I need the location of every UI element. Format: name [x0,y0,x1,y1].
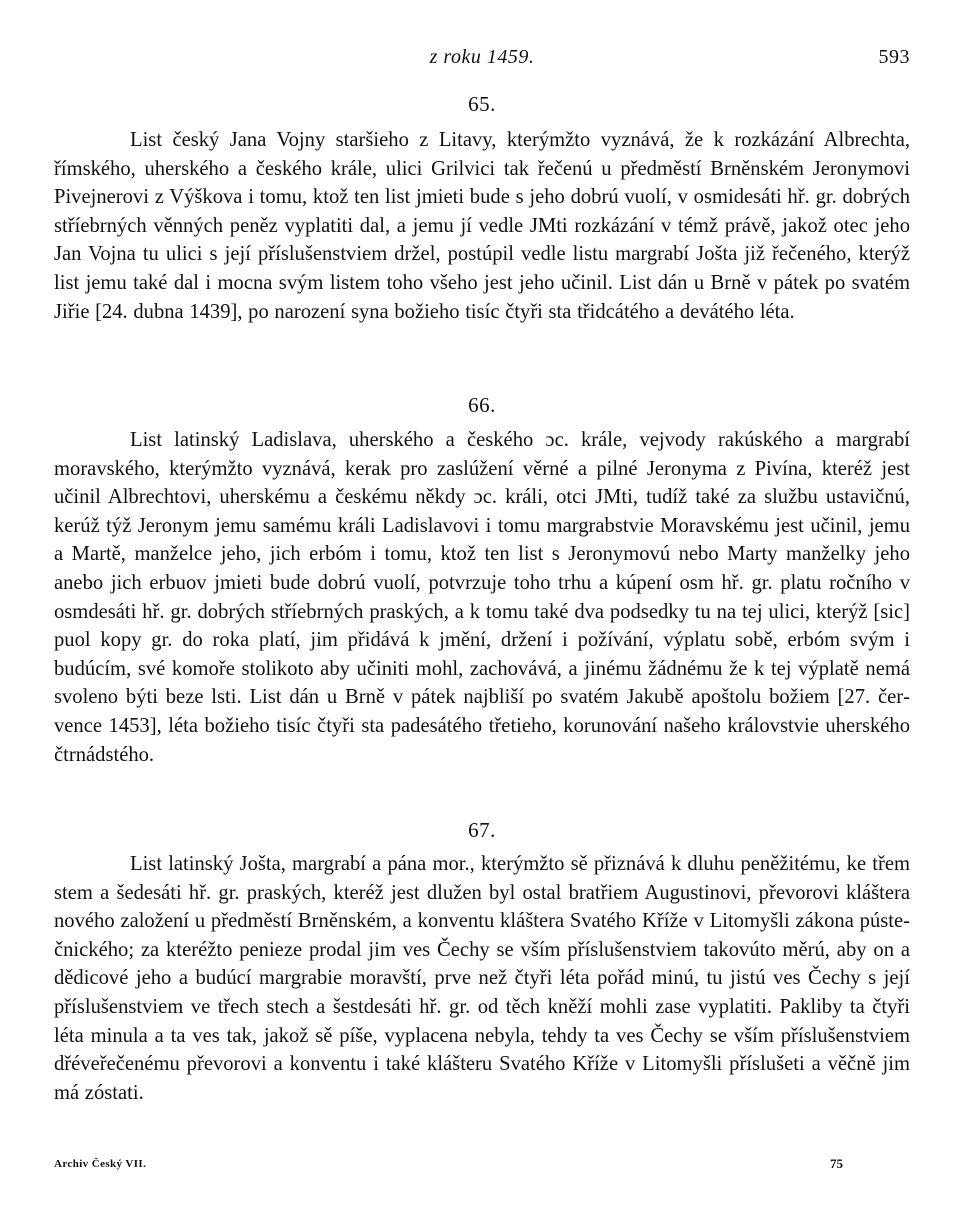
running-header [54,46,910,74]
document-number: 67. [468,818,496,842]
document-text: List latinský Ladislava, uherského a českého ɔc. krále, vejvody rakúského a margrabí moravského, kterýmžto vyznává, kerak pro zaslúžení věrné a pilné Jeronyma z Pivína, kteréž jest učinil Albrechtovi, uherskému a českému někdy ɔc. králi, otci JMti, tudíž také za službu ustavičnú, kerúž týž Jeronym jemu samému králi Ladislavovi i tomu margrabstvie Moravskému jest učinil, jemu a Martě, manželce jeho, jich erbóm i tomu, ktož ten list s Jeronymovú nebo Marty manželky jeho anebo jich erbuov jmieti bude dobrú vuolí, potvrzuje toho trhu a kúpení osm hř. gr. platu ročního v osmdesáti hř. gr. dobrých stříebrných praských, a k tomu také dva podsedky tu na tej ulici, kterýž [sic] puol kopy gr. do roka platí, jim přidává k jmění, držení i požívání, výplatu sobě, erbóm svým i budúcím, své komoře stolikoto aby učiniti mohl, zachovává, a jinému žádnému že k tej výplatě nemá svoleno býti beze lsti. List dán u Brně v pátek najbliší po svatém Jakubě apoštolu božiem [27. července 1453], léta božieho tisíc čtyři sta padesátého třetieho, korunování našeho královstvie uherského čtrnádstého. [54,429,910,766]
document-text: List český Jana Vojny staršieho z Litavy, kterýmžto vyznává, že k rozkázání Albrechta, římského, uherského a českého krále, ulici Grilvici tak řečenú u předměstí Brněnském Jeronymovi Pivejnerovi z Výškova i tomu, ktož ten list jmieti bude s jeho dobrú vuolí, v osmidesáti hř. gr. dobrých stříebrných věnných peněz vyplatiti dal, a jemu jí vedle JMti rozkázání v témž právě, jakož otec jeho Jan Vojna tu ulici s její příslušenstviem držel, postúpil vedle listu margrabí Jošta již řečeného, kterýž list jemu také dal i mocna svým listem toho všeho jest jeho učinil. List dán u Brně v pátek po svatém Jiřie [24. dubna 1439], po narození syna božieho tisíc čtyři sta třidcátého a devátého léta. [54,129,910,323]
footer-signature: Archiv Český VII. [54,1158,147,1170]
document-number: 66. [468,393,496,417]
document-number: 65. [468,92,496,116]
running-title: z roku 1459. [429,46,535,68]
footer-sheet-number: 75 [830,1156,843,1171]
document-page [54,0,910,1208]
document-text: List latinský Jošta, margrabí a pána mor., kterýmžto sě přiznává k dluhu peněžitému, ke třem stem a šedesáti hř. gr. praských, kteréž jest dlužen byl ostal bratřiem Augustinovi, převorovi kláštera nového založení u předměstí Brněnském, a konventu kláštera Svatého Kříže v Litomyšli zákona pústečnického; za kteréžto penieze prodal jim ves Čechy se vším příslušenstviem takovúto měrú, aby on a dědicové jeho a budúcí margrabie moravští, prve než čtyři léta pořád minú, tu jistú ves Čechy s její příslušenstviem ve třech stech a šestdesáti hř. gr. od těch kněží mohli zase vyplatiti. Pakliby ta čtyři léta minula a ta ves tak, jakož sě píše, vyplacena nebyla, tehdy ta ves Čechy se vším příslušenstviem dřéveřečenému převorovi a konventu i také klášteru Svatého Kříže v Litomyšli příslušeti a věčně jim má zóstati. [54,853,910,1104]
page-number: 593 [878,46,910,68]
